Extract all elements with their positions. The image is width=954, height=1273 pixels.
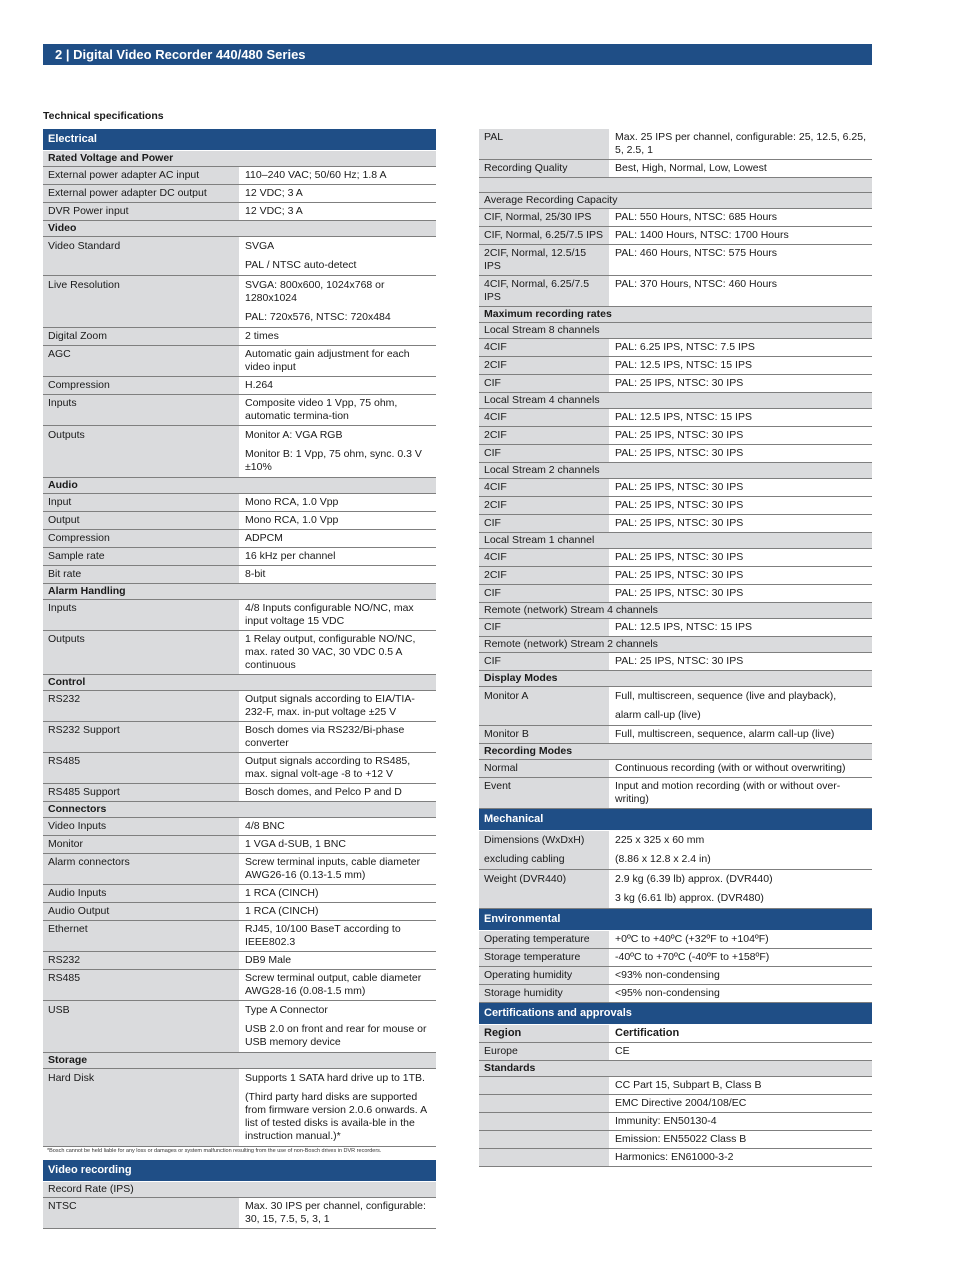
table-row: PAL Max. 25 IPS per channel, configurable: 25, 12.5, 6.25, 5, 2.5, 1 <box>479 129 872 160</box>
table-row: DVR Power input 12 VDC; 3 A <box>43 203 436 221</box>
group-label: Remote (network) Stream 4 channels <box>479 603 872 619</box>
table-row: Live Resolution SVGA: 800x600, 1024x768 or 1280x1024 PAL: 720x576, NTSC: 720x484 <box>43 276 436 328</box>
table-row: Operating humidity <93% non-condensing <box>479 967 872 985</box>
table-row: 4CIF PAL: 12.5 IPS, NTSC: 15 IPS <box>479 409 872 427</box>
table-row: RS232 Output signals according to EIA/TIA-232-F, max. in-put voltage ±25 V <box>43 691 436 722</box>
storage-footnote: *Bosch cannot be held liable for any loss or damages or system malfunction resulting from the use of non-Bosch drives in DVR recorders. <box>43 1147 436 1157</box>
subsection-record-rate: Record Rate (IPS) <box>43 1182 436 1198</box>
table-header-row: Region Certification <box>479 1025 872 1043</box>
table-row: Immunity: EN50130-4 <box>479 1113 872 1131</box>
table-row: External power adapter AC input 110–240 VAC; 50/60 Hz; 1.8 A <box>43 167 436 185</box>
spec-heading: Technical specifications <box>43 110 164 122</box>
table-row: 2CIF PAL: 25 IPS, NTSC: 30 IPS <box>479 567 872 585</box>
section-video-recording: Video recording <box>43 1160 436 1182</box>
group-label: Remote (network) Stream 2 channels <box>479 637 872 653</box>
table-row: CIF, Normal, 6.25/7.5 IPS PAL: 1400 Hours, NTSC: 1700 Hours <box>479 227 872 245</box>
table-row: CIF, Normal, 25/30 IPS PAL: 550 Hours, NTSC: 685 Hours <box>479 209 872 227</box>
table-row: Monitor B Full, multiscreen, sequence, alarm call-up (live) <box>479 726 872 744</box>
table-row: 4CIF PAL: 25 IPS, NTSC: 30 IPS <box>479 549 872 567</box>
table-row: External power adapter DC output 12 VDC; 3 A <box>43 185 436 203</box>
subsection-connectors: Connectors <box>43 802 436 818</box>
subsection-rated-voltage: Rated Voltage and Power <box>43 151 436 167</box>
table-row: 4CIF, Normal, 6.25/7.5 IPS PAL: 370 Hours, NTSC: 460 Hours <box>479 276 872 307</box>
table-row: 2CIF, Normal, 12.5/15 IPS PAL: 460 Hours, NTSC: 575 Hours <box>479 245 872 276</box>
table-row: Storage temperature -40ºC to +70ºC (-40ºF to +158ºF) <box>479 949 872 967</box>
table-row: CIF PAL: 12.5 IPS, NTSC: 15 IPS <box>479 619 872 637</box>
table-row: RS485 Screw terminal output, cable diameter AWG28-16 (0.08-1.5 mm) <box>43 970 436 1001</box>
spacer-row <box>479 178 872 193</box>
table-row: Storage humidity <95% non-condensing <box>479 985 872 1003</box>
section-environmental: Environmental <box>479 909 872 931</box>
section-electrical: Electrical <box>43 129 436 151</box>
table-row: 2CIF PAL: 12.5 IPS, NTSC: 15 IPS <box>479 357 872 375</box>
table-row: CIF PAL: 25 IPS, NTSC: 30 IPS <box>479 515 872 533</box>
group-label: Local Stream 1 channel <box>479 533 872 549</box>
subsection-control: Control <box>43 675 436 691</box>
table-row: Output Mono RCA, 1.0 Vpp <box>43 512 436 530</box>
table-row: Monitor 1 VGA d-SUB, 1 BNC <box>43 836 436 854</box>
subsection-standards: Standards <box>479 1061 872 1077</box>
table-row: RS485 Output signals according to RS485, max. signal volt-age -8 to +12 V <box>43 753 436 784</box>
subsection-storage: Storage <box>43 1053 436 1069</box>
group-label: Local Stream 2 channels <box>479 463 872 479</box>
table-row: Harmonics: EN61000-3-2 <box>479 1149 872 1167</box>
group-label: Local Stream 4 channels <box>479 393 872 409</box>
table-row: 4CIF PAL: 6.25 IPS, NTSC: 7.5 IPS <box>479 339 872 357</box>
table-row: Bit rate 8-bit <box>43 566 436 584</box>
subsection-recording-modes: Recording Modes <box>479 744 872 760</box>
subsection-display-modes: Display Modes <box>479 671 872 687</box>
subsection-audio: Audio <box>43 478 436 494</box>
left-column <box>43 129 436 1229</box>
right-column <box>479 129 872 1167</box>
table-row: USB Type A Connector USB 2.0 on front and rear for mouse or USB memory device <box>43 1001 436 1053</box>
table-row: RS485 Support Bosch domes, and Pelco P and D <box>43 784 436 802</box>
table-row: CIF PAL: 25 IPS, NTSC: 30 IPS <box>479 445 872 463</box>
table-row: Video Inputs 4/8 BNC <box>43 818 436 836</box>
table-row: Operating temperature +0ºC to +40ºC (+32ºF to +104ºF) <box>479 931 872 949</box>
section-mechanical: Mechanical <box>479 809 872 831</box>
spec-table-left <box>43 129 436 1229</box>
table-row: Weight (DVR440) 2.9 kg (6.39 lb) approx. (DVR440) 3 kg (6.61 lb) approx. (DVR480) <box>479 870 872 909</box>
table-row: NTSC Max. 30 IPS per channel, configurable: 30, 15, 7.5, 5, 3, 1 <box>43 1198 436 1229</box>
table-row: RS232 Support Bosch domes via RS232/Bi-phase converter <box>43 722 436 753</box>
page-header <box>43 44 872 65</box>
table-row: Outputs 1 Relay output, configurable NO/NC, max. rated 30 VAC, 30 VDC 0.5 A continuous <box>43 631 436 675</box>
section-certifications: Certifications and approvals <box>479 1003 872 1025</box>
table-row: Ethernet RJ45, 10/100 BaseT according to IEEE802.3 <box>43 921 436 952</box>
table-row: Emission: EN55022 Class B <box>479 1131 872 1149</box>
table-row: CC Part 15, Subpart B, Class B <box>479 1077 872 1095</box>
subsection-alarm: Alarm Handling <box>43 584 436 600</box>
table-row: AGC Automatic gain adjustment for each video input <box>43 346 436 377</box>
table-row: Audio Inputs 1 RCA (CINCH) <box>43 885 436 903</box>
table-row: Inputs 4/8 Inputs configurable NO/NC, max input voltage 15 VDC <box>43 600 436 631</box>
table-row: CIF PAL: 25 IPS, NTSC: 30 IPS <box>479 375 872 393</box>
table-row: Compression H.264 <box>43 377 436 395</box>
table-row: Alarm connectors Screw terminal inputs, cable diameter AWG26-16 (0.13-1.5 mm) <box>43 854 436 885</box>
table-row: CIF PAL: 25 IPS, NTSC: 30 IPS <box>479 585 872 603</box>
table-row: 4CIF PAL: 25 IPS, NTSC: 30 IPS <box>479 479 872 497</box>
table-row: Recording Quality Best, High, Normal, Low, Lowest <box>479 160 872 178</box>
table-row: Inputs Composite video 1 Vpp, 75 ohm, automatic termina-tion <box>43 395 436 426</box>
table-row: Event Input and motion recording (with or without over-writing) <box>479 778 872 809</box>
table-row: Video Standard SVGA PAL / NTSC auto-detect <box>43 237 436 276</box>
table-row: Compression ADPCM <box>43 530 436 548</box>
subsection-max-rates: Maximum recording rates <box>479 307 872 323</box>
table-row: Dimensions (WxDxH) excluding cabling 225 x 325 x 60 mm (8.86 x 12.8 x 2.4 in) <box>479 831 872 870</box>
table-row: EMC Directive 2004/108/EC <box>479 1095 872 1113</box>
group-label: Local Stream 8 channels <box>479 323 872 339</box>
table-row: Input Mono RCA, 1.0 Vpp <box>43 494 436 512</box>
table-row: Digital Zoom 2 times <box>43 328 436 346</box>
page-title: 2 | Digital Video Recorder 440/480 Series <box>55 47 306 62</box>
table-row: Sample rate 16 kHz per channel <box>43 548 436 566</box>
table-row: Hard Disk Supports 1 SATA hard drive up to 1TB. (Third party hard disks are supported from firmware version 2.0.6 onwards. A list of tested disks is availa-ble in the instruction manual.)* <box>43 1069 436 1147</box>
table-row: CIF PAL: 25 IPS, NTSC: 30 IPS <box>479 653 872 671</box>
subsection-capacity: Average Recording Capacity <box>479 193 872 209</box>
table-row: Normal Continuous recording (with or without overwriting) <box>479 760 872 778</box>
table-row: Europe CE <box>479 1043 872 1061</box>
table-row: RS232 DB9 Male <box>43 952 436 970</box>
table-row: Audio Output 1 RCA (CINCH) <box>43 903 436 921</box>
spec-table-right <box>479 129 872 1167</box>
table-row: 2CIF PAL: 25 IPS, NTSC: 30 IPS <box>479 497 872 515</box>
table-row: Outputs Monitor A: VGA RGB Monitor B: 1 Vpp, 75 ohm, sync. 0.3 V ±10% <box>43 426 436 478</box>
table-row: 2CIF PAL: 25 IPS, NTSC: 30 IPS <box>479 427 872 445</box>
table-row: Monitor A Full, multiscreen, sequence (live and playback), alarm call-up (live) <box>479 687 872 726</box>
subsection-video: Video <box>43 221 436 237</box>
